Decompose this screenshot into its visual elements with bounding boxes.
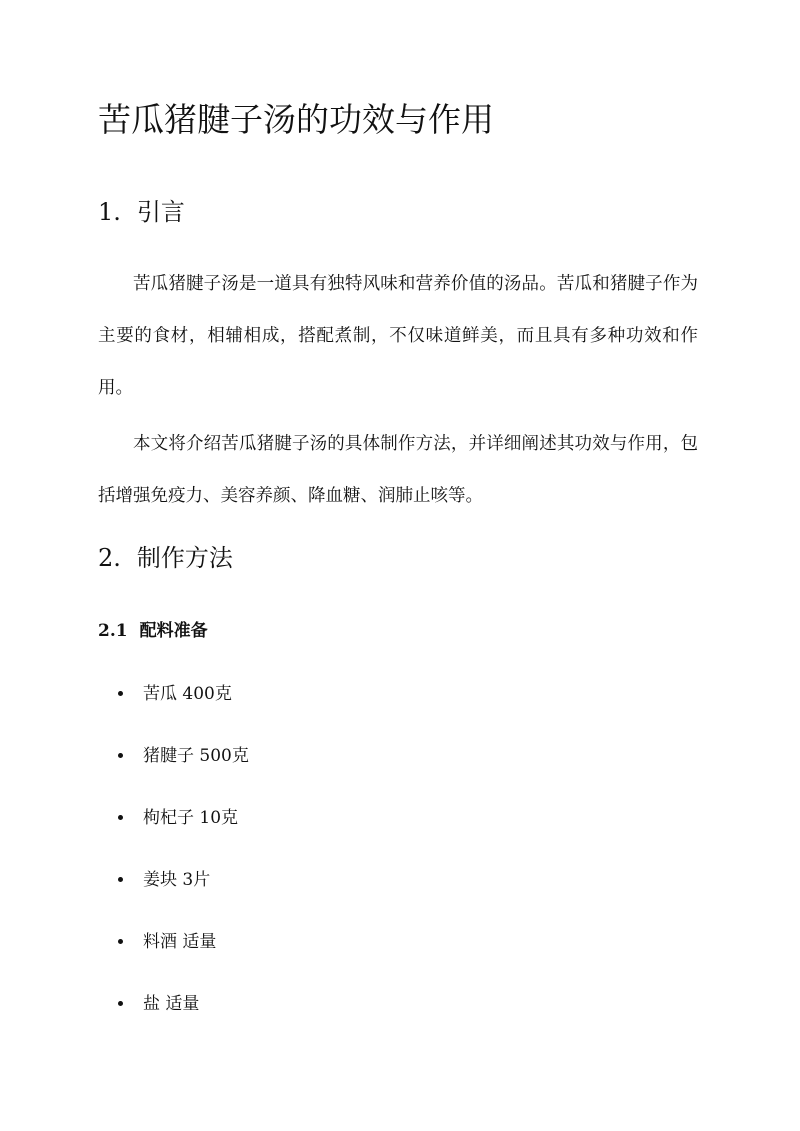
bullet-icon — [118, 815, 123, 820]
ingredient-list-item — [118, 865, 210, 895]
section-heading-introduction — [98, 192, 185, 232]
ingredient-list-item — [118, 803, 238, 833]
section-heading-method — [98, 538, 233, 578]
ingredient-text: 枸杞子 10克 — [143, 808, 239, 828]
bullet-icon — [118, 939, 123, 944]
bullet-icon — [118, 691, 123, 696]
subsection-number: 2.1 — [98, 621, 128, 641]
ingredient-list-item — [118, 679, 232, 709]
ingredient-list-item — [118, 989, 199, 1019]
subsection-title: 配料准备 — [139, 621, 208, 641]
section-number: 1. — [98, 198, 121, 226]
bullet-icon — [118, 877, 123, 882]
bullet-icon — [118, 1001, 123, 1006]
intro-paragraph-2: 本文将介绍苦瓜猪腱子汤的具体制作方法，并详细阐述其功效与作用，包括增强免疫力、美容养颜、降血糖、润肺止咳等。 — [98, 434, 698, 506]
document-title: 苦瓜猪腱子汤的功效与作用 — [98, 100, 494, 139]
ingredient-list-item — [118, 927, 216, 957]
ingredient-list-item — [118, 741, 249, 771]
bullet-icon — [118, 753, 123, 758]
ingredient-text: 料酒 适量 — [143, 932, 217, 952]
ingredient-text: 盐 适量 — [143, 994, 200, 1014]
ingredient-text: 苦瓜 400克 — [143, 684, 232, 704]
section-title: 制作方法 — [136, 544, 233, 572]
ingredient-text: 猪腱子 500克 — [143, 746, 249, 766]
intro-paragraph-1: 苦瓜猪腱子汤是一道具有独特风味和营养价值的汤品。苦瓜和猪腱子作为主要的食材，相辅相成，搭配煮制，不仅味道鲜美，而且具有多种功效和作用。 — [98, 274, 698, 398]
section-title: 引言 — [136, 198, 185, 226]
subsection-heading-ingredients — [98, 616, 208, 646]
section-number: 2. — [98, 544, 121, 572]
ingredient-text: 姜块 3片 — [143, 870, 211, 890]
